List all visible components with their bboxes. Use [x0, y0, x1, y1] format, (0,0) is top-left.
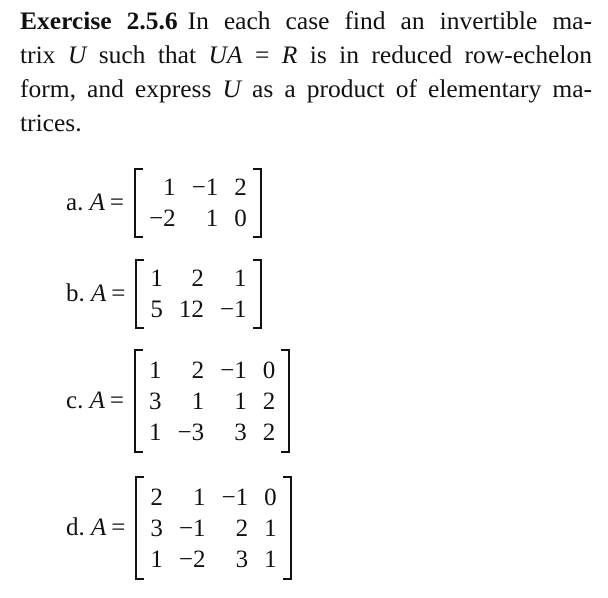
matrix-entry: 2	[191, 356, 205, 384]
matrix-entry: 3	[234, 418, 247, 446]
part-letter: d.	[66, 514, 85, 541]
math-var: U	[67, 40, 87, 69]
matrix-entry: 2	[262, 418, 276, 446]
matrix-entry: 0	[262, 356, 276, 384]
matrix-variable: A	[91, 514, 107, 541]
matrix-entry: 1	[264, 514, 277, 542]
matrix-entry: −2	[149, 205, 176, 232]
matrix-entry: −1	[191, 174, 219, 201]
matrix-entry: 2	[150, 483, 163, 511]
part-letter: a.	[66, 189, 84, 216]
statement-line-4: trices.	[20, 108, 82, 137]
matrix-entry: 1	[234, 387, 247, 415]
matrix-entry: 1	[191, 387, 205, 415]
matrix-entry: 2	[234, 174, 247, 201]
statement-text: In each case find an invertible ma-	[187, 6, 592, 35]
math-var: U	[222, 74, 241, 103]
matrix	[144, 263, 252, 325]
left-bracket	[134, 349, 143, 453]
left-bracket	[135, 259, 144, 329]
statement-text: trix	[20, 40, 56, 69]
statement-line-3	[20, 72, 592, 106]
matrix-entry: 1	[234, 265, 247, 292]
matrix-variable: A	[89, 387, 105, 414]
matrix-entry: 3	[235, 545, 249, 573]
statement-line-2	[20, 38, 592, 72]
part-d	[66, 476, 292, 580]
matrix-entry: −2	[178, 545, 206, 573]
math-op: =	[254, 40, 270, 69]
right-bracket	[281, 349, 290, 453]
part-label	[66, 189, 124, 217]
part-label	[66, 514, 125, 542]
matrix-entry: 1	[193, 483, 206, 511]
equals-sign: =	[109, 387, 125, 414]
matrix-entry: 5	[150, 296, 163, 323]
statement-text: form, and express	[20, 74, 212, 103]
part-label	[66, 387, 124, 415]
part-b	[66, 259, 262, 329]
matrix-entry: 1	[149, 418, 162, 446]
matrix-entry: −1	[220, 356, 247, 384]
matrix-entry: 3	[150, 514, 163, 542]
matrix-entry: −3	[177, 418, 205, 446]
right-bracket	[253, 259, 262, 329]
matrix-entry: 0	[264, 483, 277, 511]
statement-line-1	[20, 4, 592, 38]
left-bracket	[134, 168, 143, 238]
matrix-entry: 1	[163, 174, 176, 201]
matrix-entry: 3	[149, 387, 162, 415]
exercise-label: Exercise 2.5.6	[20, 6, 178, 35]
statement-text: as a product of elementary ma-	[252, 74, 593, 103]
matrix-entry: 2	[191, 265, 204, 292]
matrix-entry: −1	[219, 296, 247, 323]
matrix-variable: A	[91, 280, 107, 307]
part-letter: c.	[66, 387, 84, 414]
matrix-entry: −1	[178, 514, 206, 542]
matrix-entry: 1	[150, 265, 163, 292]
statement-text: is in reduced row-echelon	[309, 40, 592, 69]
equals-sign: =	[109, 189, 125, 216]
matrix-entry: 12	[178, 296, 204, 323]
equals-sign: =	[111, 514, 126, 541]
part-label	[66, 280, 125, 308]
left-bracket	[135, 476, 144, 580]
matrix-entry: 1	[205, 205, 219, 232]
problem-statement	[20, 4, 592, 140]
right-bracket	[253, 168, 262, 238]
matrix-entry: 1	[150, 545, 163, 573]
matrix-entry: 2	[262, 387, 276, 415]
matrix-entry: −1	[221, 483, 249, 511]
matrix-entry: 0	[234, 205, 247, 232]
matrix-entry: 1	[264, 545, 277, 573]
matrix	[144, 482, 282, 575]
part-a	[66, 168, 262, 238]
matrix	[143, 172, 253, 234]
statement-text: such that	[98, 40, 197, 69]
equals-sign: =	[111, 280, 126, 307]
part-letter: b.	[66, 280, 85, 307]
math-var: UA	[208, 40, 243, 69]
matrix	[143, 355, 281, 448]
right-bracket	[283, 476, 292, 580]
part-c	[66, 349, 290, 453]
math-var: R	[281, 40, 298, 69]
matrix-entry: 2	[235, 514, 249, 542]
matrix-variable: A	[89, 189, 105, 216]
matrix-entry: 1	[149, 356, 162, 384]
